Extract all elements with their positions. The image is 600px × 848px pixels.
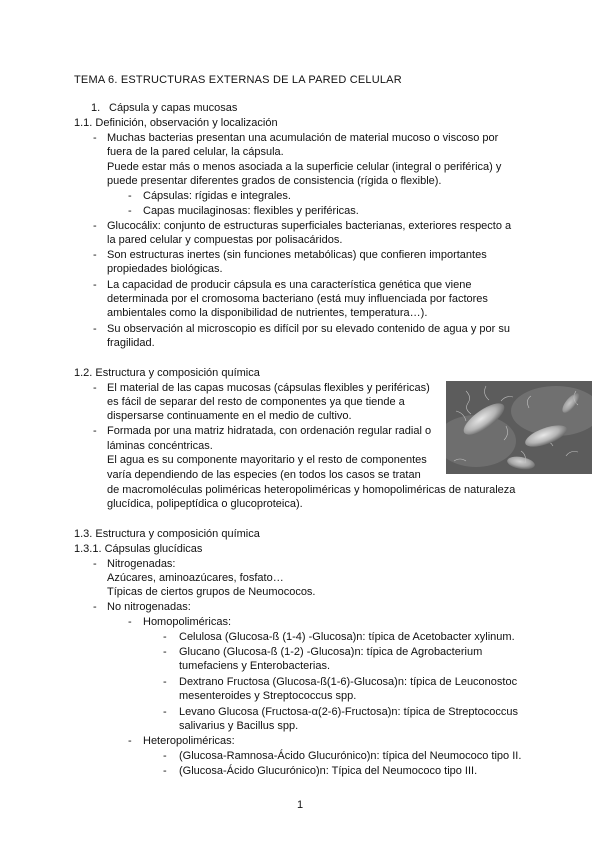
subsection-heading: 1.2. Estructura y composición química xyxy=(74,367,260,379)
bullet-dash: - xyxy=(163,765,167,777)
text-line: láminas concéntricas. xyxy=(107,440,213,452)
text-line: Azúcares, aminoazúcares, fosfato… xyxy=(107,572,284,584)
bullet-dash: - xyxy=(128,205,132,217)
bullet-dash: - xyxy=(128,190,132,202)
text-line: Glucano (Glucosa-ß (1-2) -Glucosa)n: típica de Agrobacterium xyxy=(179,646,483,658)
text-line: Levano Glucosa (Fructosa-α(2-6)-Fructosa)n: típica de Streptococcus xyxy=(179,706,518,718)
text-line: Celulosa (Glucosa-ß (1-4) -Glucosa)n: típica de Acetobacter xylinum. xyxy=(179,631,515,643)
subsection-heading: 1.3. Estructura y composición química xyxy=(74,528,260,540)
text-line: salivarius y Bacillus spp. xyxy=(179,720,299,732)
text-line: varía dependiendo de las especies (en todos los casos se tratan xyxy=(107,469,421,481)
text-line: tumefaciens y Enterobacterias. xyxy=(179,660,331,672)
text-line: propiedades biológicas. xyxy=(107,263,223,275)
text-line: Homopoliméricas: xyxy=(143,616,232,628)
bullet-dash: - xyxy=(93,220,97,232)
text-line: mesenteroides y Streptococcus spp. xyxy=(179,690,357,702)
bullet-dash: - xyxy=(163,631,167,643)
bullet-dash: - xyxy=(93,601,97,613)
text-line: fragilidad. xyxy=(107,337,155,349)
bullet-dash: - xyxy=(93,132,97,144)
text-line: puede presentar diferentes grados de consistencia (rígida o flexible). xyxy=(107,175,442,187)
text-line: dispersarse continuamente en el medio de cultivo. xyxy=(107,410,352,422)
page-title: TEMA 6. ESTRUCTURAS EXTERNAS DE LA PARED CELULAR xyxy=(74,74,402,86)
micrograph-drawing xyxy=(446,381,592,474)
bullet-dash: - xyxy=(93,323,97,335)
text-line: Nitrogenadas: xyxy=(107,558,176,570)
section-heading: Cápsula y capas mucosas xyxy=(109,102,238,114)
text-line: El material de las capas mucosas (cápsulas flexibles y periféricas) xyxy=(107,382,430,394)
text-line: fuera de la pared celular, la cápsula. xyxy=(107,146,284,158)
text-line: Formada por una matriz hidratada, con ordenación regular radial o xyxy=(107,425,432,437)
bullet-dash: - xyxy=(93,558,97,570)
page-number: 1 xyxy=(296,799,304,811)
bullet-dash: - xyxy=(93,382,97,394)
text-line: Típicas de ciertos grupos de Neumococos. xyxy=(107,586,316,598)
subsection-heading: 1.1. Definición, observación y localización xyxy=(74,117,278,129)
text-line: El agua es su componente mayoritario y el resto de componentes xyxy=(107,454,427,466)
text-line: La capacidad de producir cápsula es una característica genética que viene xyxy=(107,279,472,291)
bullet-dash: - xyxy=(93,425,97,437)
bullet-dash: - xyxy=(93,249,97,261)
bullet-dash: - xyxy=(128,616,132,628)
bullet-dash: - xyxy=(128,735,132,747)
bullet-dash: - xyxy=(163,750,167,762)
text-line: es fácil de separar del resto de componentes ya que tiende a xyxy=(107,396,405,408)
subsection-heading: 1.3.1. Cápsulas glucídicas xyxy=(74,543,203,555)
text-line: la pared celular y compuestas por polisacáridos. xyxy=(107,234,343,246)
section-number: 1. xyxy=(91,102,101,114)
text-line: No nitrogenadas: xyxy=(107,601,191,613)
text-line: Son estructuras inertes (sin funciones metabólicas) que confieren importantes xyxy=(107,249,487,261)
text-line: (Glucosa-Ramnosa-Ácido Glucurónico)n: típica del Neumococo tipo II. xyxy=(179,750,522,762)
text-line: Cápsulas: rígidas e integrales. xyxy=(143,190,291,202)
text-line: (Glucosa-Ácido Glucurónico)n: Típica del Neumococo tipo III. xyxy=(179,765,478,777)
text-line: determinada por el cromosoma bacteriano (está muy influenciada por factores xyxy=(107,293,488,305)
text-line: Dextrano Fructosa (Glucosa-ß(1-6)-Glucosa)n: típica de Leuconostoc xyxy=(179,676,518,688)
bacteria-micrograph xyxy=(446,381,592,474)
text-line: ambientales como la disponibilidad de nutrientes, temperatura…). xyxy=(107,307,428,319)
text-line: Muchas bacterias presentan una acumulación de material mucoso o viscoso por xyxy=(107,132,499,144)
text-line: Puede estar más o menos asociada a la superficie celular (integral o periférica) y xyxy=(107,161,502,173)
text-line: Su observación al microscopio es difícil por su elevado contenido de agua y por su xyxy=(107,323,510,335)
bullet-dash: - xyxy=(163,706,167,718)
text-line: de macromoléculas poliméricas heteropoliméricas y homopoliméricas de naturaleza xyxy=(107,484,516,496)
text-line: Glucocálix: conjunto de estructuras superficiales bacterianas, exteriores respecto a xyxy=(107,220,512,232)
text-line: Heteropoliméricas: xyxy=(143,735,235,747)
bullet-dash: - xyxy=(163,676,167,688)
text-line: Capas mucilaginosas: flexibles y periféricas. xyxy=(143,205,359,217)
bullet-dash: - xyxy=(93,279,97,291)
text-line: glucídica, polipeptídica o glucoproteica). xyxy=(107,498,303,510)
bullet-dash: - xyxy=(163,646,167,658)
